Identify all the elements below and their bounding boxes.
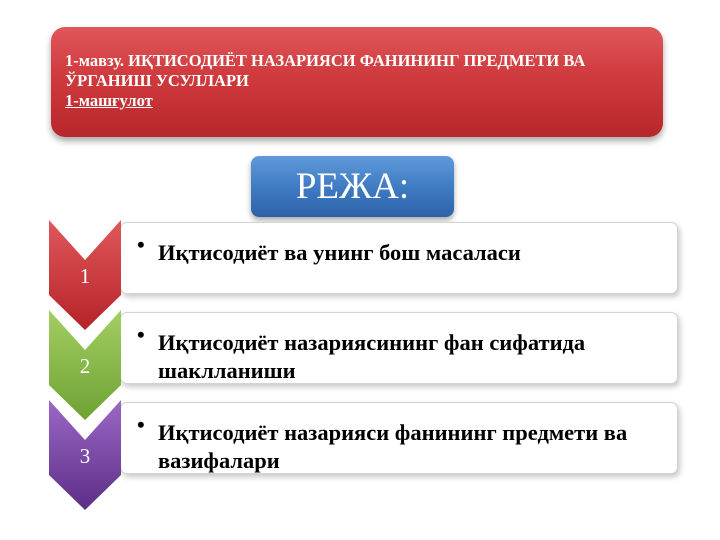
bullet-icon: • bbox=[137, 412, 145, 437]
title-text bbox=[65, 51, 649, 111]
item-text: Иқтисодиёт назариясининг фан сифатида шаклланиши bbox=[158, 330, 586, 383]
session-label: 1-машғулот bbox=[65, 91, 153, 110]
title-banner bbox=[51, 27, 663, 137]
item-text: Иқтисодиёт ва унинг бош масаласи bbox=[158, 240, 521, 265]
item-text: Иқтисодиёт назарияси фанининг предмети ва вазифалари bbox=[158, 420, 628, 473]
item-number: 1 bbox=[79, 264, 91, 288]
topic-title: 1-мавзу. ИҚТИСОДИЁТ НАЗАРИЯСИ ФАНИНИНГ ПРЕДМЕТИ ВА ЎРГАНИШ УСУЛЛАРИ bbox=[65, 51, 586, 90]
item-number: 3 bbox=[79, 444, 91, 468]
item-number: 2 bbox=[79, 354, 91, 378]
item-card bbox=[120, 312, 678, 384]
bullet-icon: • bbox=[137, 232, 145, 257]
item-card bbox=[120, 222, 678, 294]
plan-heading: РЕЖА: bbox=[251, 156, 454, 217]
item-card bbox=[120, 402, 678, 474]
bullet-icon: • bbox=[137, 322, 145, 347]
